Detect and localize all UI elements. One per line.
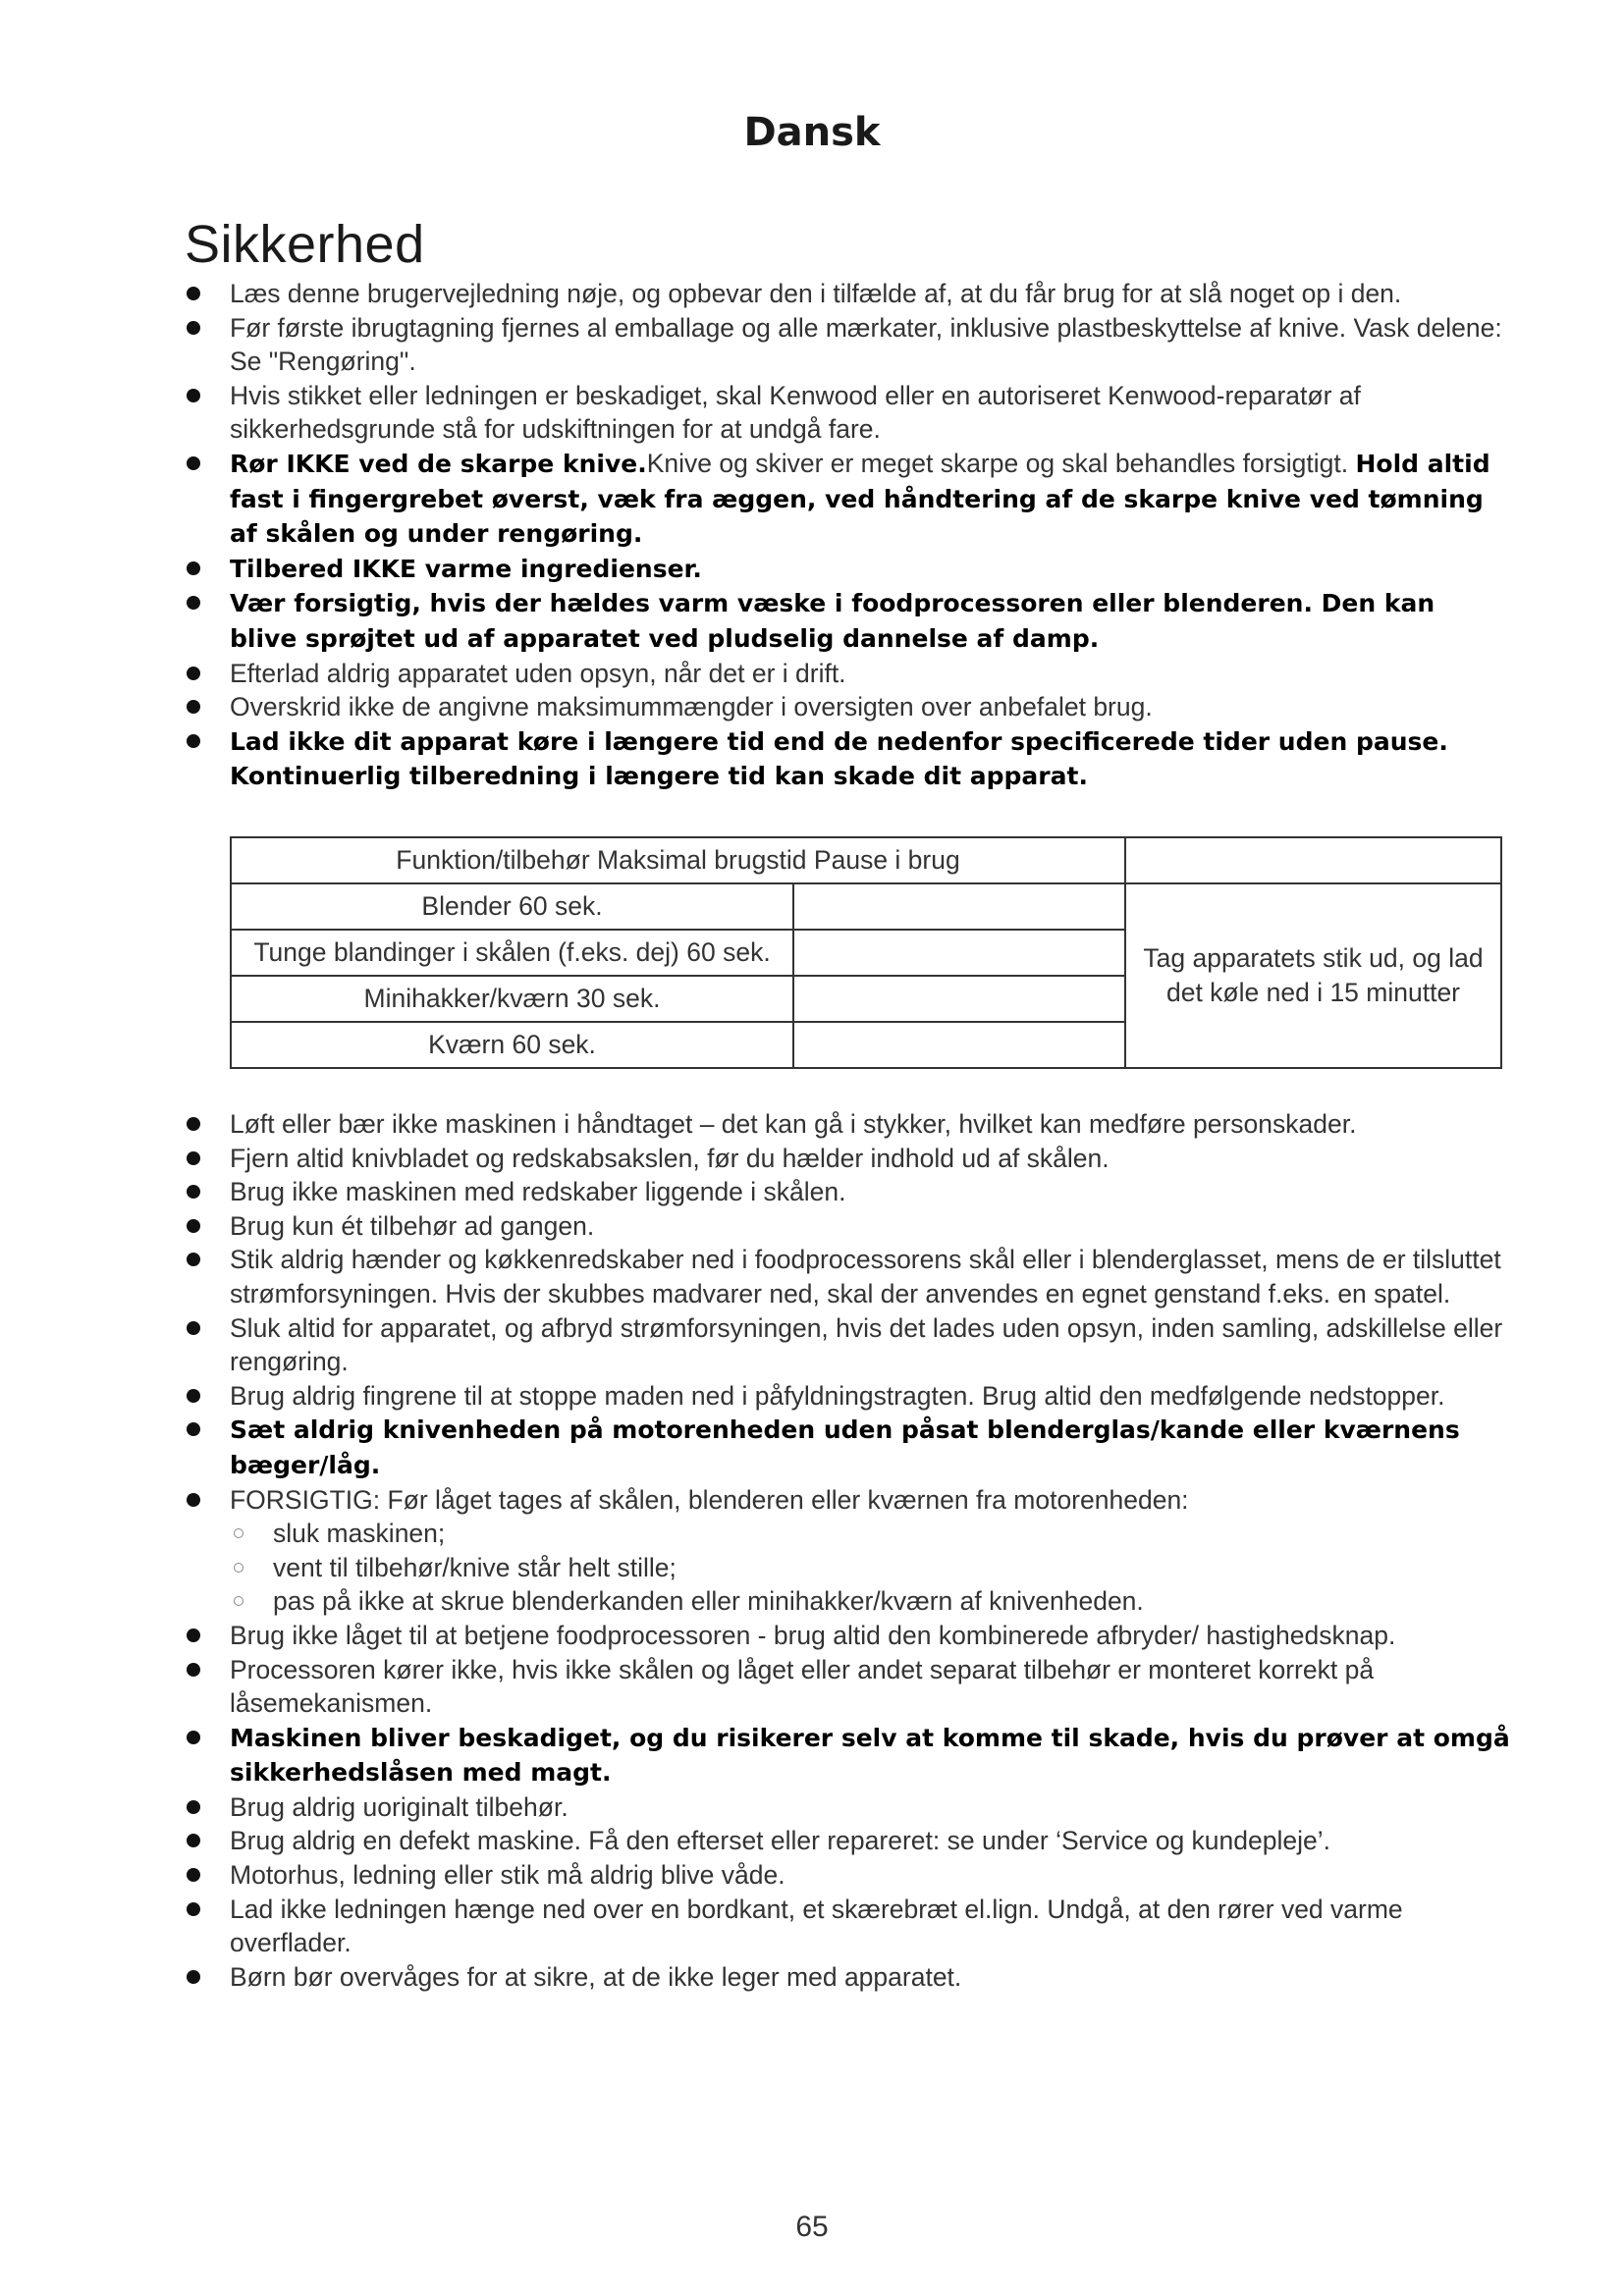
list-item [185,1960,1510,1995]
list-item [185,277,1510,311]
list-item [185,1413,1510,1482]
list-item [185,1209,1510,1244]
table-cell [793,1022,1125,1068]
table-cell [793,976,1125,1022]
table-cell [793,930,1125,976]
list-item [185,1379,1510,1414]
sub-list [230,1517,1510,1619]
list-item [185,379,1510,447]
item-text: Sluk altid for apparatet, og afbryd strømforsyningen, hvis det lades uden opsyn, inden samling, adskillelse eller rengøring. [230,1312,1503,1377]
table-cell: Minihakker/kværn 30 sek. [231,976,793,1022]
item-text: Lad ikke ledningen hænge ned over en bordkant, et skærebræt el.lign. Undgå, at den rører ved varme overflader. [230,1894,1403,1958]
list-item [185,1790,1510,1825]
list-item [185,1824,1510,1858]
item-text: Løft eller bær ikke maskinen i håndtaget – det kan gå i stykker, hvilket kan medføre personskader. [230,1109,1357,1139]
item-text: Stik aldrig hænder og køkkenredskaber ned i foodprocessorens skål eller i blenderglasset, mens de er tilsluttet strømforsyningen. Hvis der skubbes madvarer ned, skal der anvendes en egnet genstand f.eks. en spatel. [230,1245,1501,1308]
item-text: Brug aldrig uoriginalt tilbehør. [230,1791,568,1822]
list-item [185,1107,1510,1142]
item-text: Overskrid ikke de angivne maksimummængder i oversigten over anbefalet brug. [230,692,1153,722]
pause-note-cell: Tag apparatets stik ud, og lad det køle ned i 15 minutter [1125,883,1501,1068]
list-item [185,552,1510,587]
list-item [185,1483,1510,1619]
table-row [231,837,1501,883]
item-text: Børn bør overvåges for at sikre, at de ikke leger med apparatet. [230,1961,962,1992]
list-item [185,657,1510,691]
item-text: Brug ikke låget til at betjene foodprocessoren - brug altid den kombinerede afbryder/ hastighedsknap. [230,1620,1396,1650]
language-heading: Dansk [743,110,881,155]
item-bold-text: Rør IKKE ved de skarpe knive. [230,449,647,478]
list-item [185,690,1510,724]
sub-list-item: vent til tilbehør/knive står helt stille; [230,1551,1510,1585]
item-text: Før første ibrugtagning fjernes al emballage og alle mærkater, inklusive plastbeskyttelse af knive. Vask delene: Se "Rengøring". [230,312,1502,377]
item-bold-text: Vær forsigtig, hvis der hældes varm væske i foodprocessoren eller blenderen. Den kan blive sprøjtet ud af apparatet ved pludselig dannelse af damp. [230,589,1435,653]
list-item [185,1893,1510,1960]
list-item [185,724,1510,794]
page-number: 65 [795,2211,829,2243]
item-text: Læs denne brugervejledning nøje, og opbevar den i tilfælde af, at du får brug for at slå noget op i den. [230,279,1402,308]
sub-list-item: pas på ikke at skrue blenderkanden eller minihakker/kværn af knivenheden. [230,1584,1510,1619]
item-text: FORSIGTIG: Før låget tages af skålen, blenderen eller kværnen fra motorenheden: [230,1484,1189,1515]
usage-time-table [230,836,1502,1069]
table-cell: Blender 60 sek. [231,883,793,930]
item-text: Knive og skiver er meget skarpe og skal behandles forsigtigt. [646,448,1356,478]
table-cell [1125,837,1501,883]
table-row [231,883,1501,930]
list-item [185,1142,1510,1176]
item-bold-text: Lad ikke dit apparat køre i længere tid end de nedenfor specificerede tider uden pause. Kontinuerlig tilberedning i længere tid kan skade dit apparat. [230,726,1448,791]
table-cell: Kværn 60 sek. [231,1022,793,1068]
list-item [185,1175,1510,1209]
item-bold-text: Sæt aldrig knivenheden på motorenheden uden påsat blenderglas/kande eller kværnens bæger/låg. [230,1415,1460,1479]
sub-list-item: sluk maskinen; [230,1517,1510,1551]
safety-list-top [185,277,1510,794]
list-item [185,447,1510,552]
table-header-cell: Funktion/tilbehør Maksimal brugstid Pause i brug [231,837,1125,883]
item-text: Brug ikke maskinen med redskaber liggende i skålen. [230,1177,846,1207]
list-item [185,1721,1510,1790]
item-bold-text: Tilbered IKKE varme ingredienser. [230,554,702,583]
item-text: Motorhus, ledning eller stik må aldrig blive våde. [230,1860,785,1891]
section-title: Sikkerhed [185,215,425,274]
list-item [185,1858,1510,1893]
item-bold-text: Hold altid fast i fingergrebet øverst, væk fra æggen, ved håndtering af de skarpe knive ved tømning af skålen og under rengøring. [230,449,1490,549]
list-item [185,1311,1510,1379]
list-item [185,1653,1510,1721]
item-text: Brug aldrig en defekt maskine. Få den efterset eller repareret: se under ‘Service og kundepleje’. [230,1826,1330,1856]
table-cell [793,883,1125,930]
item-text: Hvis stikket eller ledningen er beskadiget, skal Kenwood eller en autoriseret Kenwood-reparatør af sikkerhedsgrunde stå for udskiftningen for at undgå fare. [230,380,1361,445]
list-item [185,586,1510,656]
item-text: Efterlad aldrig apparatet uden opsyn, når det er i drift. [230,658,846,688]
table-cell: Tunge blandinger i skålen (f.eks. dej) 60 sek. [231,930,793,976]
item-text: Processoren kører ikke, hvis ikke skålen og låget eller andet separat tilbehør er monteret korrekt på låsemekanismen. [230,1654,1375,1719]
list-item [185,1619,1510,1653]
item-bold-text: Maskinen bliver beskadiget, og du risikerer selv at komme til skade, hvis du prøver at omgå sikkerhedslåsen med magt. [230,1723,1510,1788]
item-text: Brug aldrig fingrene til at stoppe maden ned i påfyldningstragten. Brug altid den medfølgende nedstopper. [230,1380,1445,1411]
list-item [185,311,1510,379]
item-text: Fjern altid knivbladet og redskabsakslen, før du hælder indhold ud af skålen. [230,1143,1110,1173]
list-item [185,1243,1510,1310]
safety-list-bottom [185,1107,1510,1994]
item-text: Brug kun ét tilbehør ad gangen. [230,1210,595,1241]
